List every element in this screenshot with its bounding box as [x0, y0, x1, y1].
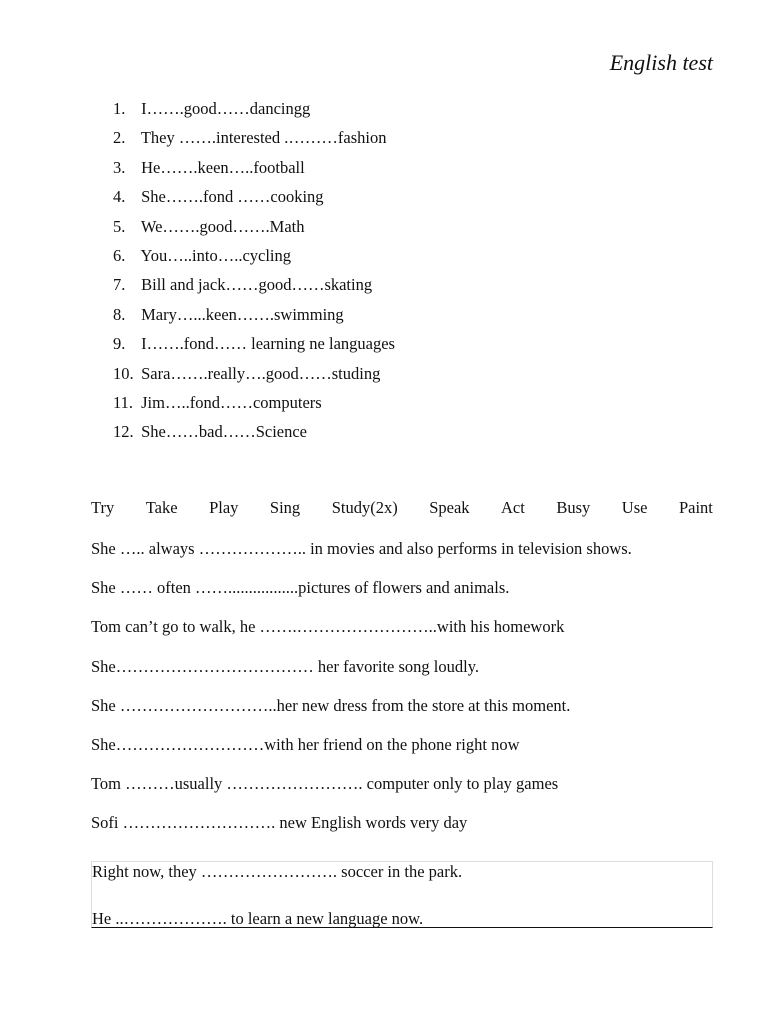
word-bank — [91, 498, 713, 518]
sentence: She………………………with her friend on the phone right now — [91, 734, 520, 754]
sentence: She ………………………..her new dress from the store at this moment. — [91, 695, 571, 715]
item-text: He…….keen…..football — [141, 157, 305, 177]
item-text: You…..into…..cycling — [140, 245, 292, 265]
sentence: Tom ………usually ……………………. computer only to play games — [91, 774, 559, 794]
list-item — [113, 272, 395, 301]
item-number: 5. — [113, 216, 126, 236]
list-item — [113, 419, 395, 448]
item-text: She……bad……Science — [141, 422, 308, 442]
list-item — [113, 361, 395, 390]
word-bank-item: Study(2x) — [331, 498, 398, 517]
item-text: Mary…...keen…….swimming — [141, 304, 344, 324]
list-item — [113, 243, 395, 272]
item-text: I…….good……dancingg — [141, 99, 311, 118]
item-number: 3. — [113, 157, 126, 177]
item-text: I…….fond…… learning ne languages — [141, 334, 395, 354]
item-text: She…….fond ……cooking — [141, 187, 324, 207]
list-item — [113, 184, 395, 213]
sentence: Right now, they ……………………. soccer in the park. — [92, 862, 463, 881]
sentence: She …… often …….................pictures of flowers and animals. — [91, 578, 510, 598]
word-bank-item: Take — [145, 498, 178, 517]
word-bank-item: Use — [621, 498, 648, 517]
document-title: English test — [609, 50, 713, 75]
word-bank-item: Try — [91, 498, 115, 517]
exercise-2-list — [91, 537, 632, 851]
list-item — [113, 125, 395, 154]
word-bank-item: Speak — [429, 498, 470, 517]
item-text: They …….interested .………fashion — [140, 128, 387, 148]
sentence: Sofi ………………………. new English words very day — [91, 813, 468, 833]
list-item — [113, 155, 395, 184]
item-number: 9. — [113, 334, 126, 354]
item-text: Jim…..fond……computers — [141, 392, 322, 412]
sentence: She ….. always ……………….. in movies and also performs in television shows. — [91, 539, 632, 558]
sentence: She……………………………… her favorite song loudly. — [91, 656, 480, 676]
item-number: 2. — [113, 128, 126, 148]
item-number: 11. — [113, 392, 134, 412]
item-number: 4. — [113, 187, 126, 207]
exercise-1-list — [113, 96, 395, 449]
word-bank-item: Play — [209, 498, 239, 517]
boxed-sentences — [91, 861, 713, 928]
item-text: Bill and jack……good……skating — [141, 275, 373, 295]
item-number: 7. — [113, 275, 126, 295]
list-item — [113, 214, 395, 243]
item-number: 8. — [113, 304, 126, 324]
item-number: 10. — [113, 363, 134, 383]
list-item — [113, 302, 395, 331]
item-number: 1. — [113, 99, 126, 118]
item-text: We…….good…….Math — [140, 216, 305, 236]
item-number: 6. — [113, 245, 126, 265]
sentence: Tom can’t go to walk, he …….……………………..with his homework — [91, 617, 565, 637]
sentence: He ..………………. to learn a new language now. — [92, 909, 424, 928]
word-bank-item: Paint — [678, 498, 713, 517]
list-item — [113, 331, 395, 360]
list-item — [113, 390, 395, 419]
list-item — [113, 96, 395, 125]
word-bank-item: Act — [501, 498, 525, 517]
item-text: Sara…….really….good……studing — [141, 363, 381, 383]
word-bank-item: Sing — [269, 498, 301, 517]
word-bank-item: Busy — [556, 498, 591, 517]
item-number: 12. — [113, 422, 134, 442]
